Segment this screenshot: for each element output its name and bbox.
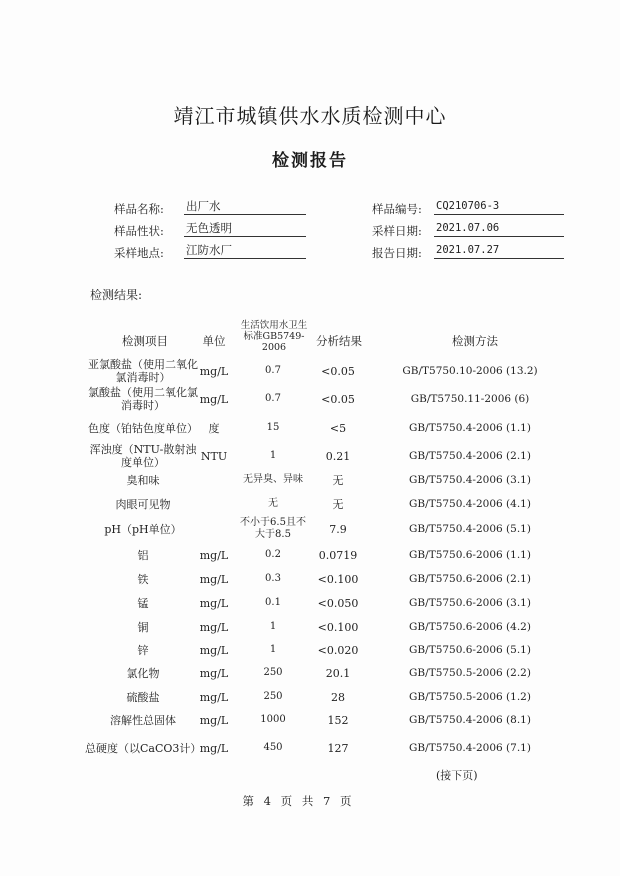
continued-note: (接下页) xyxy=(436,769,478,782)
table-cell-method: GB/T5750.11-2006 (6) xyxy=(410,392,530,405)
table-cell-method: GB/T5750.5-2006 (1.2) xyxy=(409,690,531,703)
table-cell-unit: 度 xyxy=(208,421,220,435)
table-cell-item: 铝 xyxy=(137,548,149,562)
results-label: 检测结果: xyxy=(90,288,143,302)
table-cell-item: 硫酸盐 xyxy=(126,690,160,704)
table-cell-standard: 250 xyxy=(263,691,283,702)
table-cell-result: 无 xyxy=(332,473,344,487)
table-cell-unit: mg/L xyxy=(199,596,229,610)
sample-name-label: 样品名称: xyxy=(114,202,164,216)
table-cell-method: GB/T5750.4-2006 (2.1) xyxy=(409,449,531,462)
table-cell-item: 总硬度（以CaCO3计） xyxy=(85,741,202,755)
table-cell-standard: 0.2 xyxy=(265,549,281,560)
table-cell-method: GB/T5750.6-2006 (3.1) xyxy=(409,596,531,609)
table-cell-result: <5 xyxy=(329,421,347,435)
sample-code-value: CQ210706-3 xyxy=(434,199,564,215)
table-cell-standard: 450 xyxy=(263,742,283,753)
table-cell-standard: 无异臭、异味 xyxy=(243,474,303,485)
table-cell-result: 0.0719 xyxy=(318,548,358,562)
table-cell-method: GB/T5750.6-2006 (5.1) xyxy=(409,643,531,656)
header-standard: 生活饮用水卫生标准GB5749-2006 xyxy=(240,320,308,353)
report-date-value: 2021.07.27 xyxy=(434,243,564,259)
table-cell-unit: mg/L xyxy=(199,620,229,634)
table-cell-standard: 1 xyxy=(269,450,277,461)
table-cell-result: <0.05 xyxy=(321,392,355,406)
header-method: 检测方法 xyxy=(452,334,498,348)
table-cell-method: GB/T5750.4-2006 (1.1) xyxy=(409,421,531,434)
table-cell-standard: 15 xyxy=(266,422,280,433)
table-cell-method: GB/T5750.4-2006 (4.1) xyxy=(409,497,531,510)
table-cell-method: GB/T5750.6-2006 (2.1) xyxy=(409,572,531,585)
table-cell-unit xyxy=(198,494,230,514)
table-cell-item: 氯酸盐（使用二氧化氯消毒时） xyxy=(88,386,198,412)
table-cell-method: GB/T5750.5-2006 (2.2) xyxy=(409,666,531,679)
table-cell-item: 铜 xyxy=(137,620,149,634)
table-cell-unit: mg/L xyxy=(199,548,229,562)
sampling-site-value: 江防水厂 xyxy=(184,243,306,259)
table-cell-standard: 1000 xyxy=(260,714,286,725)
table-cell-method: GB/T5750.10-2006 (13.2) xyxy=(402,364,538,377)
table-cell-standard: 1 xyxy=(269,621,277,632)
table-cell-result: 20.1 xyxy=(325,666,351,680)
header-result: 分析结果 xyxy=(316,334,362,348)
table-cell-unit: mg/L xyxy=(199,643,229,657)
table-cell-result: <0.050 xyxy=(317,596,359,610)
sample-nature-label: 样品性状: xyxy=(114,224,164,238)
header-unit: 单位 xyxy=(202,334,226,348)
table-cell-result: 7.9 xyxy=(329,522,347,536)
table-cell-item: 肉眼可见物 xyxy=(115,497,171,511)
table-cell-unit xyxy=(198,470,230,490)
table-cell-item: 亚氯酸盐（使用二氧化氯消毒时） xyxy=(88,358,198,384)
sample-nature-value: 无色透明 xyxy=(184,221,306,237)
report-title: 检测报告 xyxy=(272,151,348,171)
table-cell-result: 28 xyxy=(331,690,345,704)
table-cell-unit: mg/L xyxy=(199,666,229,680)
table-cell-unit: mg/L xyxy=(199,741,229,755)
table-cell-result: <0.020 xyxy=(317,643,359,657)
table-cell-standard: 0.7 xyxy=(265,365,281,376)
sampling-site-label: 采样地点: xyxy=(114,246,164,260)
table-cell-result: <0.05 xyxy=(321,364,355,378)
table-cell-standard: 0.3 xyxy=(265,573,281,584)
table-cell-unit: mg/L xyxy=(199,572,229,586)
table-cell-method: GB/T5750.4-2006 (8.1) xyxy=(409,713,531,726)
table-cell-result: <0.100 xyxy=(317,572,359,586)
table-cell-standard: 无 xyxy=(268,498,278,509)
table-cell-unit: mg/L xyxy=(199,690,229,704)
table-cell-result: 0.21 xyxy=(325,449,351,463)
table-cell-item: 氯化物 xyxy=(126,666,160,680)
sample-code-label: 样品编号: xyxy=(372,202,422,216)
table-cell-standard: 1 xyxy=(269,644,277,655)
table-cell-result: <0.100 xyxy=(317,620,359,634)
table-cell-item: 色度（铂钴色度单位） xyxy=(88,421,198,435)
table-cell-result: 无 xyxy=(332,497,344,511)
table-cell-unit: mg/L xyxy=(199,392,229,406)
table-cell-standard: 250 xyxy=(263,667,283,678)
table-cell-method: GB/T5750.4-2006 (5.1) xyxy=(409,522,531,535)
sampling-date-value: 2021.07.06 xyxy=(434,221,564,237)
sample-name-value: 出厂水 xyxy=(184,199,306,215)
table-cell-item: 浑浊度（NTU-散射浊度单位） xyxy=(89,443,197,469)
organization-title: 靖江市城镇供水水质检测中心 xyxy=(173,104,447,128)
table-cell-standard: 0.7 xyxy=(265,393,281,404)
table-cell-item: 溶解性总固体 xyxy=(110,713,176,727)
table-cell-unit: mg/L xyxy=(199,713,229,727)
table-cell-standard: 不小于6.5且不大于8.5 xyxy=(240,517,306,540)
page-footer: 第 4 页 共 7 页 xyxy=(242,794,352,808)
table-cell-item: 铁 xyxy=(137,572,149,586)
table-cell-method: GB/T5750.6-2006 (1.1) xyxy=(409,548,531,561)
table-cell-method: GB/T5750.6-2006 (4.2) xyxy=(409,620,531,633)
table-cell-unit: NTU xyxy=(200,449,228,463)
table-cell-result: 152 xyxy=(327,713,349,727)
table-cell-method: GB/T5750.4-2006 (3.1) xyxy=(409,473,531,486)
table-cell-standard: 0.1 xyxy=(265,597,281,608)
header-item: 检测项目 xyxy=(122,334,168,348)
table-cell-result: 127 xyxy=(327,741,349,755)
table-cell-unit: mg/L xyxy=(199,364,229,378)
report-date-label: 报告日期: xyxy=(372,246,422,260)
table-cell-item: 臭和味 xyxy=(126,473,160,487)
table-cell-item: 锰 xyxy=(137,596,149,610)
table-cell-item: 锌 xyxy=(137,643,149,657)
table-cell-method: GB/T5750.4-2006 (7.1) xyxy=(409,741,531,754)
sampling-date-label: 采样日期: xyxy=(372,224,422,238)
table-cell-item: pH（pH单位） xyxy=(104,522,182,536)
table-cell-unit xyxy=(198,515,230,543)
